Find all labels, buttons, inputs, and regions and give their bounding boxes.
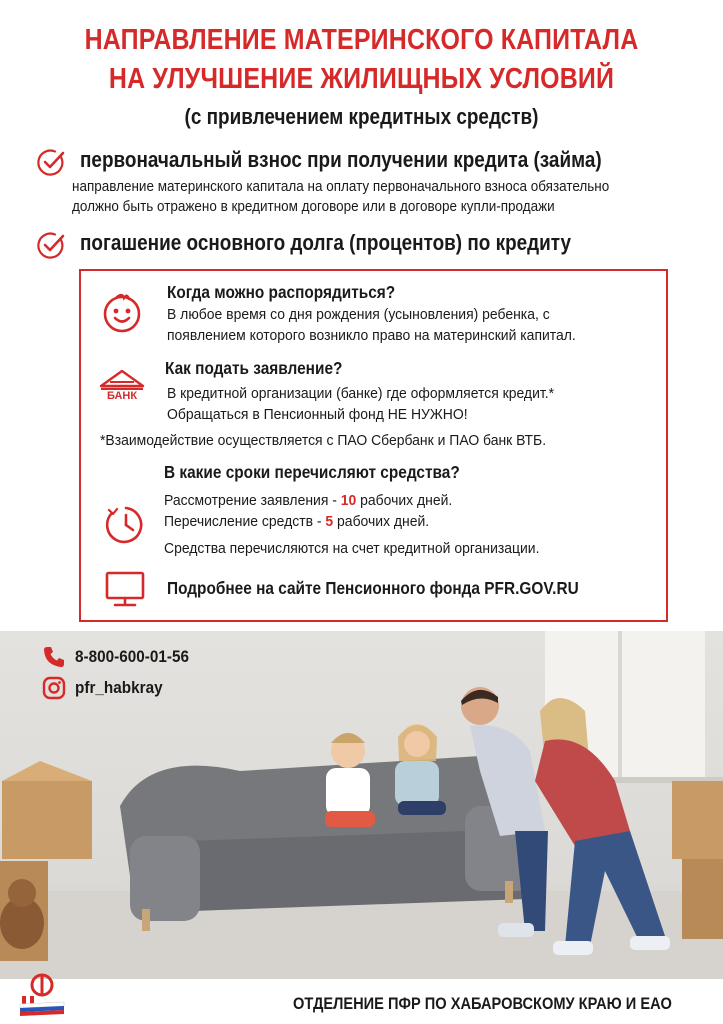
- terms-question: В какие сроки перечисляют средства?: [164, 462, 460, 482]
- how-footnote: *Взаимодействие осуществляется с ПАО Сбербанк и ПАО банк ВТБ.: [100, 432, 547, 449]
- website-link[interactable]: Подробнее на сайте Пенсионного фонда PFR.GOV.RU: [167, 578, 579, 598]
- when-question: Когда можно распорядиться?: [167, 282, 396, 302]
- check-icon: [36, 147, 66, 177]
- review-suffix: рабочих дней.: [356, 492, 453, 509]
- clock-icon: [104, 503, 148, 547]
- review-prefix: Рассмотрение заявления -: [164, 492, 341, 509]
- terms-review-line: [164, 490, 452, 511]
- transfer-days: 5: [325, 513, 334, 530]
- when-answer-line2: появлением которого возникло право на материнский капитал.: [167, 327, 576, 344]
- transfer-suffix: рабочих дней.: [333, 513, 430, 530]
- bank-icon: [98, 368, 146, 408]
- bullet-note-line2: должно быть отражено в кредитном договоре или в договоре купли-продажи: [72, 199, 555, 215]
- baby-face-icon: [100, 290, 144, 334]
- review-days: 10: [340, 492, 357, 509]
- check-icon: [36, 230, 66, 260]
- transfer-prefix: Перечисление средств -: [164, 513, 326, 530]
- phone-icon: [42, 645, 66, 669]
- page-subtitle: (с привлечением кредитных средств): [184, 104, 539, 129]
- page-title-line1: НАПРАВЛЕНИЕ МАТЕРИНСКОГО КАПИТАЛА: [84, 24, 639, 56]
- instagram-handle[interactable]: pfr_habkray: [75, 678, 163, 697]
- bank-icon-label: БАНК: [106, 390, 138, 402]
- pfr-logo: [14, 972, 70, 1018]
- bullet-note-line1: направление материнского капитала на оплату первоначального взноса обязательно: [72, 179, 610, 195]
- phone-number[interactable]: 8-800-600-01-56: [75, 647, 189, 666]
- terms-account-note: Средства перечисляются на счет кредитной организации.: [164, 540, 540, 557]
- terms-transfer-line: [164, 511, 429, 532]
- when-answer-line1: В любое время со дня рождения (усыновления) ребенка, с: [167, 306, 550, 323]
- instagram-icon: [42, 676, 66, 700]
- how-answer-line2: Обращаться в Пенсионный фонд НЕ НУЖНО!: [167, 406, 468, 423]
- monitor-icon: [104, 570, 146, 610]
- how-answer-line1: В кредитной организации (банке) где оформляется кредит.*: [167, 385, 555, 402]
- bullet-heading: погашение основного долга (процентов) по кредиту: [80, 230, 572, 255]
- page-title-line2: НА УЛУЧШЕНИЕ ЖИЛИЩНЫХ УСЛОВИЙ: [108, 63, 615, 95]
- bullet-heading: первоначальный взнос при получении кредита (займа): [80, 147, 602, 172]
- how-question: Как подать заявление?: [165, 358, 343, 378]
- footer-org: ОТДЕЛЕНИЕ ПФР ПО ХАБАРОВСКОМУ КРАЮ И ЕАО: [293, 994, 672, 1013]
